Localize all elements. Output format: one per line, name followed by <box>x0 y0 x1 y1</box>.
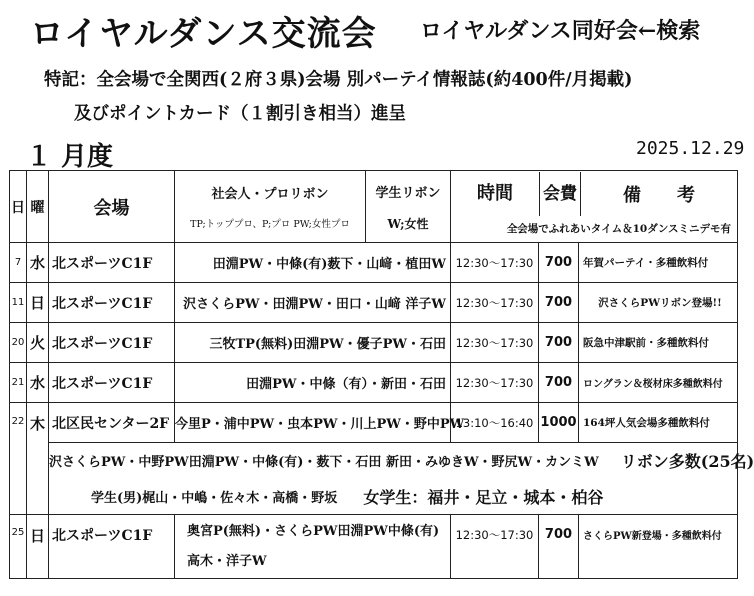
header-pro-title: 社会人・プロリボン <box>211 187 329 202</box>
row-venue: 北スポーツC1F <box>49 363 175 403</box>
table-row <box>10 323 738 363</box>
table-row-extra <box>10 443 738 479</box>
row-note: 164坪人気会場多種飲料付 <box>579 403 738 443</box>
header-student-title: 学生リボン <box>375 185 441 201</box>
row-weekday: 水 <box>27 243 49 283</box>
issue-date: 2025.12.29 <box>636 138 745 159</box>
row-fee: 700 <box>539 283 579 323</box>
page-title: ロイヤルダンス交流会 <box>30 14 377 54</box>
row-time: 12:30～17:30 <box>451 243 539 283</box>
month-heading: １ 月度 <box>26 142 114 172</box>
extra-male-students: 学生(男)梶山・中嶋・佐々木・高橋・野坂 <box>91 490 338 506</box>
row-weekday: 日 <box>27 283 49 323</box>
row-fee: 1000 <box>539 403 579 443</box>
row-time: 12:30～17:30 <box>451 283 539 323</box>
table-row <box>10 515 738 579</box>
header-pro <box>175 171 366 243</box>
row-fee: 700 <box>539 243 579 283</box>
row-note: 沢さくらPWリボン登場!! <box>579 283 738 323</box>
extra-ribbons-cell <box>49 443 754 479</box>
special-note-line2: 及びポイントカード（１割引き相当）進呈 <box>74 104 406 124</box>
row-weekday: 日 <box>27 515 49 579</box>
row-ribbons <box>175 515 451 579</box>
row-note: ロングラン＆桜材床多種飲料付 <box>579 363 738 403</box>
row-day: 11 <box>10 283 27 323</box>
row-fee: 700 <box>539 323 579 363</box>
header-day: 日 <box>10 171 27 243</box>
table-row <box>10 283 738 323</box>
schedule-table <box>9 170 754 579</box>
row-day: 25 <box>10 515 27 579</box>
extra-ribbon-count: リボン多数(25名) <box>620 452 754 472</box>
row-time: 12:30～17:30 <box>451 515 539 579</box>
header-row <box>10 171 738 243</box>
row-note: さくらPW新登場・多種飲料付 <box>579 515 738 579</box>
row-ribbons-line2: 高木・洋子W <box>187 553 267 569</box>
row-weekday: 水 <box>27 363 49 403</box>
extra-female-students: 女学生：福井・足立・城本・柏谷 <box>363 487 604 507</box>
header-pro-sub: TP;トッププロ、P;プロ PW;女性プロ <box>190 219 350 230</box>
row-note: 阪急中津駅前・多種飲料付 <box>579 323 738 363</box>
row-venue: 北区民センター2F <box>49 403 175 443</box>
row-venue: 北スポーツC1F <box>49 515 175 579</box>
row-time: 12:30～17:30 <box>451 323 539 363</box>
row-weekday: 火 <box>27 323 49 363</box>
row-day: 7 <box>10 243 27 283</box>
row-fee: 700 <box>539 363 579 403</box>
header-student <box>366 171 451 243</box>
row-day: 21 <box>10 363 27 403</box>
table-row <box>10 363 738 403</box>
row-ribbons-line1: 奥宮P(無料)・さくらPW田淵PW中條(有) <box>187 523 440 539</box>
row-time: 13:10～16:40 <box>451 403 539 443</box>
header-venue: 会場 <box>49 171 175 243</box>
header-fee: 会費 <box>540 172 581 216</box>
row-ribbons: 今里P・浦中PW・虫本PW・川上PW・野中PW <box>175 403 451 443</box>
row-time: 12:30～17:30 <box>451 363 539 403</box>
search-hint: ロイヤルダンス同好会←検索 <box>420 18 701 44</box>
header-student-sub: W;女性 <box>387 216 429 231</box>
row-ribbons: 田淵PW・中條(有)薮下・山﨑・植田W <box>175 243 451 283</box>
header-note: 備 考 <box>623 184 695 206</box>
row-note: 年賀パーテイ・多種飲料付 <box>579 243 738 283</box>
header-note-sub: 全会場でふれあいタイム＆10ダンスミニデモ有 <box>506 222 732 235</box>
extra-ribbons-line1: 沢さくらPW・中野PW田淵PW・中條(有)・薮下・石田 新田・みゆきW・野尻W・カンミW <box>49 455 599 471</box>
row-weekday: 木 <box>27 403 49 515</box>
row-ribbons: 沢さくらPW・田淵PW・田口・山﨑 洋子W <box>175 283 451 323</box>
table-row <box>10 243 738 283</box>
header-time-fee-note <box>451 171 738 243</box>
special-note-line1: 特記：全会場で全関西(２府３県)会場 別パーテイ情報誌(約400件/月掲載) <box>44 70 633 90</box>
row-day: 20 <box>10 323 27 363</box>
row-venue: 北スポーツC1F <box>49 323 175 363</box>
row-ribbons: 三牧TP(無料)田淵PW・優子PW・石田 <box>175 323 451 363</box>
row-ribbons: 田淵PW・中條（有）・新田・石田 <box>175 363 451 403</box>
table-row-extra <box>10 479 738 515</box>
row-venue: 北スポーツC1F <box>49 283 175 323</box>
row-day: 22 <box>10 403 27 515</box>
extra-students-cell <box>49 479 738 515</box>
header-weekday: 曜 <box>27 171 49 243</box>
header-time: 時間 <box>451 172 540 216</box>
row-venue: 北スポーツC1F <box>49 243 175 283</box>
row-fee: 700 <box>539 515 579 579</box>
table-row <box>10 403 738 443</box>
